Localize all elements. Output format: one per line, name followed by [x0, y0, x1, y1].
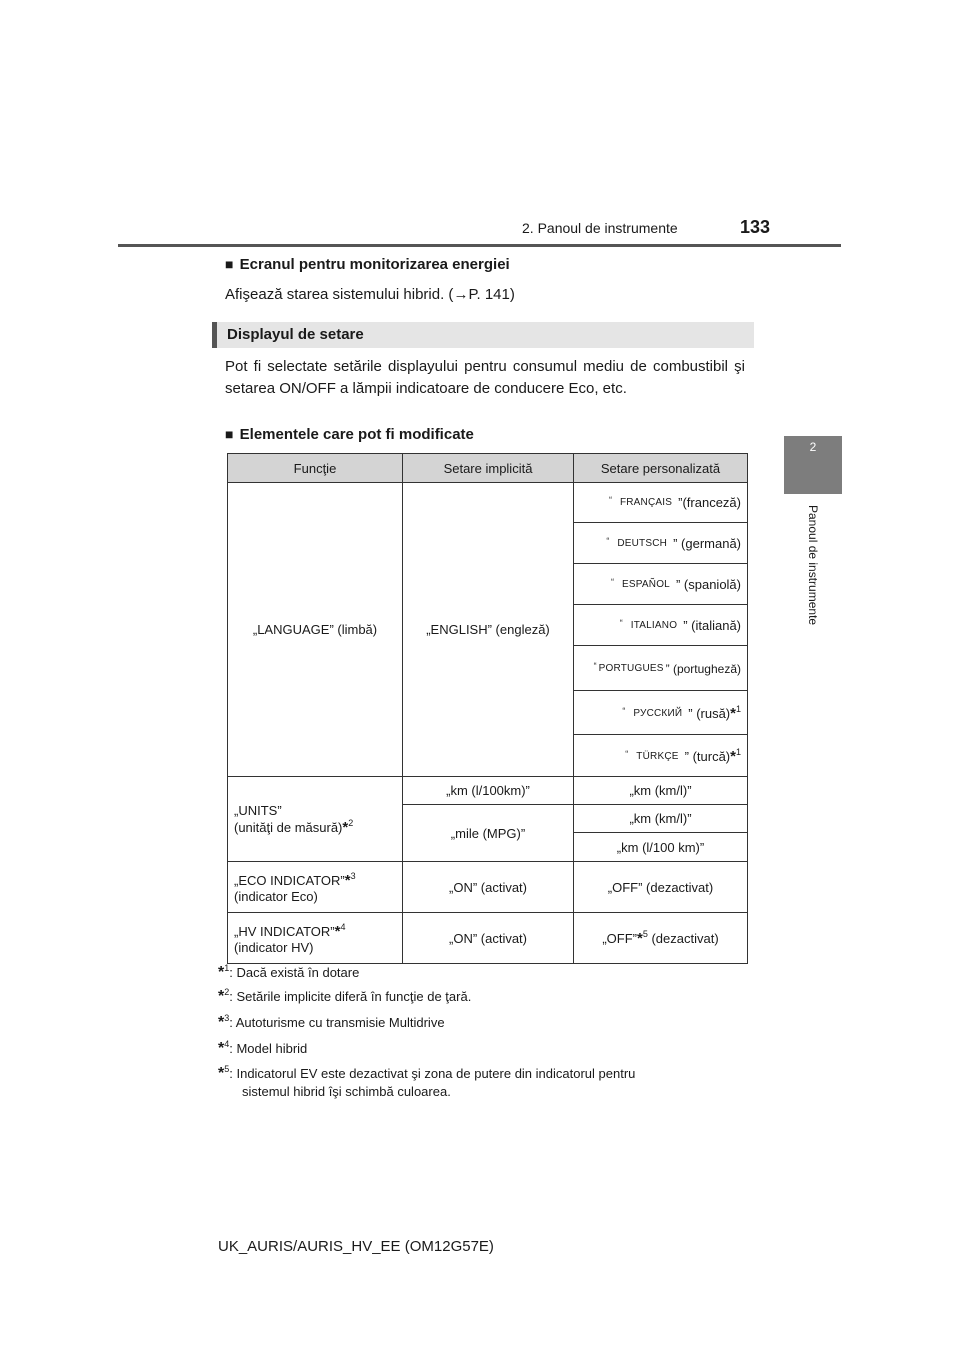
- eco-label: „ECO INDICATOR”: [234, 872, 345, 888]
- footnote-star: *: [218, 1065, 225, 1082]
- table-row: [228, 777, 748, 805]
- footnote-number: 4: [340, 921, 346, 932]
- open-quote: “: [619, 617, 623, 628]
- footnote-5: [218, 1064, 635, 1083]
- language-default-cell: „ENGLISH” (engleză): [403, 483, 574, 777]
- footnote-number: 3: [350, 870, 356, 881]
- close-quote: ”: [673, 535, 678, 551]
- footnote-number: 1: [735, 703, 741, 714]
- col-header-function: Funcţie: [228, 454, 403, 483]
- language-name: ESPAÑOL: [622, 578, 670, 590]
- eco-function-cell: [228, 862, 403, 913]
- units-function-cell: [228, 777, 403, 862]
- close-quote: ”: [665, 661, 670, 676]
- footnote-star: *: [218, 964, 225, 981]
- chapter-side-label-box: [788, 505, 838, 625]
- footnote-number: 1: [224, 963, 230, 973]
- language-option-spanish: [574, 564, 748, 605]
- footnote-number: 1: [735, 746, 741, 757]
- close-quote: ”: [683, 617, 688, 633]
- close-quote: ”: [684, 748, 689, 764]
- footnote-star: *: [342, 818, 349, 836]
- language-desc: (spaniolă): [680, 576, 741, 592]
- footnote-text: : Model hibrid: [229, 1041, 308, 1056]
- footnote-number: 5: [224, 1064, 230, 1074]
- open-quote: “: [625, 748, 629, 759]
- footnote-star: *: [218, 988, 225, 1005]
- footnote-2: [218, 987, 471, 1006]
- hv-custom-desc: (dezactivat): [647, 931, 719, 946]
- language-option-portuguese: [574, 646, 748, 691]
- hv-function-cell: [228, 913, 403, 964]
- language-name: TÜRKÇE: [636, 750, 679, 762]
- footnote-number: 4: [224, 1039, 230, 1049]
- open-quote: “: [611, 576, 615, 587]
- page-reference: P. 141): [468, 286, 515, 303]
- energy-text-before: Afişează starea sistemului hibrid. (: [225, 286, 454, 303]
- language-name: DEUTSCH: [617, 537, 668, 549]
- footnote-star: *: [334, 922, 341, 940]
- footnote-5-continued: sistemul hibrid îşi schimbă culoarea.: [242, 1084, 451, 1099]
- eco-default: „ON” (activat): [403, 862, 574, 913]
- language-desc: (turcă): [688, 748, 731, 764]
- footnote-number: 2: [348, 817, 354, 828]
- footnote-text: : Setările implicite diferă în funcţie de ţară.: [229, 989, 472, 1004]
- modifiable-heading: [225, 426, 474, 443]
- language-desc: (germană): [677, 535, 741, 551]
- language-desc: (italiană): [687, 617, 741, 633]
- section-banner: [212, 322, 754, 348]
- section-banner-title: Displayul de setare: [227, 326, 364, 343]
- close-quote: ”: [675, 576, 681, 592]
- energy-monitor-text: [225, 284, 515, 306]
- language-name: РУССКИЙ: [633, 707, 683, 719]
- footnote-3: [218, 1013, 445, 1032]
- close-quote: ”: [688, 705, 693, 721]
- footnote-text: : Indicatorul EV este dezactivat şi zona de putere din indicatorul pentru: [229, 1066, 636, 1081]
- open-quote: “: [622, 705, 626, 716]
- chapter-number: 2: [809, 440, 817, 454]
- units-default-2: „mile (MPG)”: [403, 805, 574, 862]
- language-option-german: [574, 523, 748, 564]
- table-row: [228, 913, 748, 964]
- footnote-text: : Autoturisme cu transmisie Multidrive: [229, 1015, 445, 1030]
- hv-sublabel: (indicator HV): [234, 939, 314, 955]
- header-divider: [118, 244, 841, 247]
- footnote-number: 3: [224, 1013, 230, 1023]
- footnote-star: *: [730, 704, 736, 722]
- close-quote: ”: [678, 495, 683, 510]
- language-option-russian: [574, 691, 748, 735]
- footnote-star: *: [730, 747, 736, 765]
- table-row: [228, 483, 748, 523]
- language-desc: (rusă): [692, 705, 731, 721]
- footnote-text: : Dacă există în dotare: [229, 965, 360, 980]
- bullet-square-icon: ■: [225, 426, 234, 442]
- open-quote: “: [608, 495, 612, 505]
- units-default-1: „km (l/100km)”: [403, 777, 574, 805]
- col-header-custom: Setare personalizată: [574, 454, 748, 483]
- settings-table: [227, 453, 748, 964]
- modifiable-heading-text: Elementele care pot fi modificate: [239, 426, 474, 443]
- units-custom-2b: „km (l/100 km)”: [574, 833, 748, 862]
- model-code: UK_AURIS/AURIS_HV_EE (OM12G57E): [218, 1238, 494, 1255]
- footnote-star: *: [636, 930, 643, 947]
- header-section-title: 2. Panoul de instrumente: [522, 220, 678, 236]
- chapter-side-label: Panoul de instrumente: [806, 505, 820, 626]
- units-custom-2a: „km (km/l)”: [574, 805, 748, 833]
- footnote-4: [218, 1039, 307, 1058]
- open-quote: “: [606, 535, 610, 546]
- arrow-right-icon: →: [453, 286, 469, 303]
- units-sublabel: (unităţi de măsură): [234, 819, 343, 835]
- language-option-turkish: [574, 735, 748, 777]
- footnote-star: *: [218, 1014, 225, 1031]
- footnote-number: 2: [224, 987, 230, 997]
- chapter-tab: [784, 436, 842, 494]
- units-label: „UNITS”: [234, 802, 282, 818]
- language-name: FRANÇAIS: [619, 497, 673, 508]
- hv-custom: [574, 913, 748, 964]
- language-function-cell: „LANGUAGE” (limbă): [228, 483, 403, 777]
- eco-sublabel: (indicator Eco): [234, 888, 318, 904]
- footnote-star: *: [344, 871, 351, 889]
- setup-description: Pot fi selectate setările displayului pentru consumul mediu de combustibil şi setarea ON/OFF a lămpii indicatoare de conducere Eco, etc.: [225, 358, 745, 397]
- hv-default: „ON” (activat): [403, 913, 574, 964]
- language-name: PORTUGUES: [598, 662, 664, 674]
- hv-label: „HV INDICATOR”: [234, 923, 335, 939]
- page-number: 133: [740, 217, 771, 237]
- language-option-french: [574, 483, 748, 523]
- footnote-star: *: [218, 1040, 225, 1057]
- hv-custom-value: „OFF”: [602, 931, 637, 946]
- table-row: [228, 862, 748, 913]
- language-desc: (portugheză): [669, 661, 741, 676]
- open-quote: “: [593, 660, 597, 671]
- footnote-1: [218, 963, 359, 982]
- energy-monitor-heading: [225, 256, 510, 273]
- table-header-row: [228, 454, 748, 483]
- language-desc: (franceză): [682, 495, 741, 510]
- col-header-default: Setare implicită: [403, 454, 574, 483]
- footnote-number: 5: [642, 929, 648, 939]
- units-custom-1: „km (km/l)”: [574, 777, 748, 805]
- bullet-square-icon: ■: [225, 256, 234, 272]
- eco-custom: „OFF” (dezactivat): [574, 862, 748, 913]
- language-option-italian: [574, 605, 748, 646]
- language-name: ITALIANO: [630, 619, 678, 631]
- energy-monitor-heading-text: Ecranul pentru monitorizarea energiei: [239, 256, 510, 273]
